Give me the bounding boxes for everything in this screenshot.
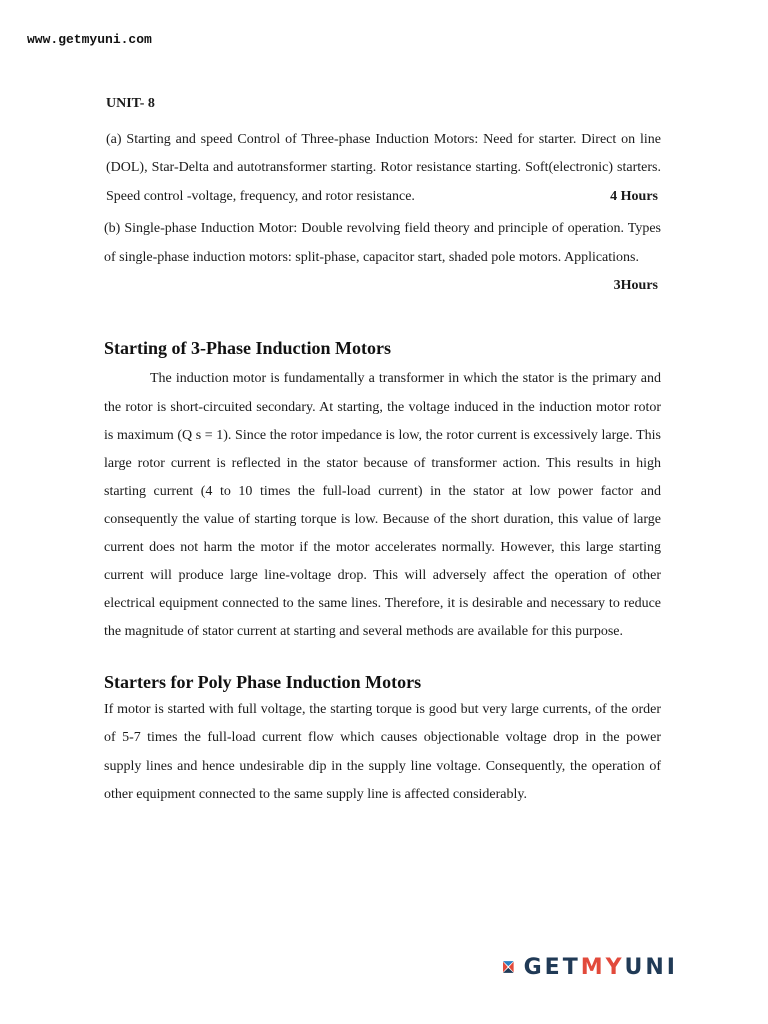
getmyuni-logo: [503, 939, 678, 995]
section-heading-starting: Starting of 3-Phase Induction Motors: [104, 338, 391, 359]
section-heading-starters: Starters for Poly Phase Induction Motors: [104, 672, 422, 693]
getmyuni-logo-icon: [503, 947, 514, 987]
logo-text-get: GET: [523, 954, 581, 980]
syllabus-item-text: (b) Single-phase Induction Motor: Double revolving field theory and principle of operation. Types of single-phase induction motors: split-phase, capacitor start, shaded pole motors. Applications.: [104, 221, 661, 265]
hours-label: 4 Hours: [610, 188, 658, 204]
syllabus-item-b: [104, 215, 661, 294]
section-body-starters: If motor is started with full voltage, the starting torque is good but very large currents, of the order of 5-7 times the full-load current flow which causes objectionable voltage drop in the power supply lines and hence undesirable dip in the supply line voltage. Consequently, the operation of other equipment connected to the same supply line is affected considerably.: [104, 702, 661, 802]
logo-text-uni: UNI: [624, 954, 678, 980]
logo-wordmark: [524, 955, 678, 980]
syllabus-item-text: (a) Starting and speed Control of Three-phase Induction Motors: Need for starter. Direct on line (DOL), Star-Delta and autotransformer starting. Rotor resistance starting. Soft(electronic) starters. Speed control -voltage, frequency, and rotor resistance.: [106, 132, 661, 204]
section-body-starting: The induction motor is fundamentally a transformer in which the stator is the primary and the rotor is short-circuited secondary. At starting, the voltage induced in the induction motor rotor is maximum (Q s = 1). Since the rotor impedance is low, the rotor current is excessively large. This large rotor current is reflected in the stator because of transformer action. This results in high starting current (4 to 10 times the full-load current) in the stator at low power factor and consequently the value of starting torque is low. Because of the short duration, this value of large current does not harm the motor if the motor accelerates normally. However, this large starting current will produce large line-voltage drop. This will adversely affect the operation of other electrical equipment connected to the same lines. Therefore, it is desirable and necessary to reduce the magnitude of stator current at starting and several methods are available for this purpose.: [104, 371, 661, 640]
hours-label: 3Hours: [613, 278, 658, 294]
logo-text-my: MY: [580, 954, 625, 980]
site-url[interactable]: www.getmyuni.com: [27, 32, 152, 47]
unit-title: UNIT- 8: [106, 96, 155, 111]
syllabus-item-a: [104, 126, 661, 211]
document-content: [104, 92, 661, 809]
